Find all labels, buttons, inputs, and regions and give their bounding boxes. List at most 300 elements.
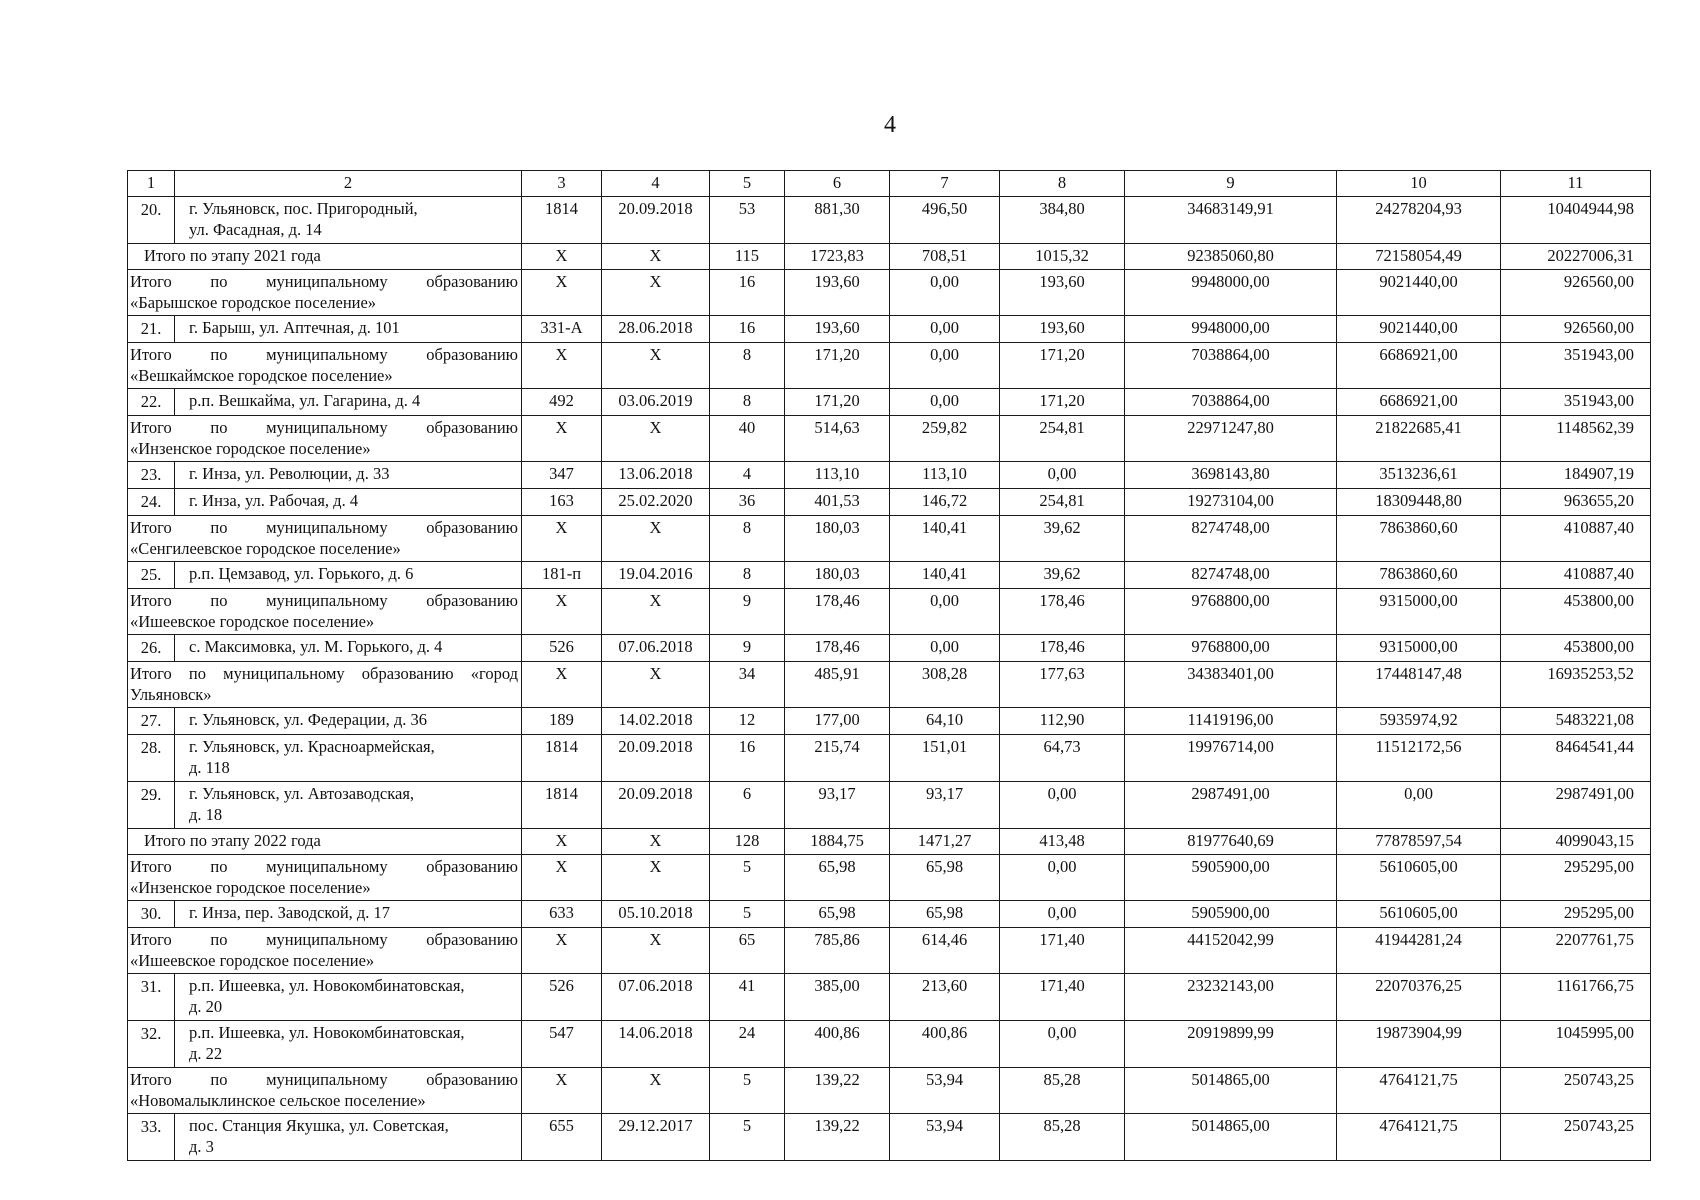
address-line: д. 3 [189, 1137, 214, 1156]
value-cell-c3: Х [522, 928, 602, 974]
value-cell-c5: 8 [710, 389, 785, 416]
column-number: 11 [1501, 171, 1651, 197]
address-line: г. Ульяновск, пос. Пригородный, [189, 199, 418, 218]
row-number: 27. [128, 708, 175, 735]
value-cell-c3: Х [522, 662, 602, 708]
row-number: 25. [128, 562, 175, 589]
value-cell-c9: 5014865,00 [1125, 1068, 1337, 1114]
value-cell-c7: 400,86 [890, 1021, 1000, 1068]
value-cell-c9: 34383401,00 [1125, 662, 1337, 708]
value-cell-c9: 11419196,00 [1125, 708, 1337, 735]
table-row [128, 974, 1651, 1021]
value-cell-c6: 881,30 [785, 197, 890, 244]
value-cell-c3: Х [522, 589, 602, 635]
value-cell-c11: 351943,00 [1501, 343, 1651, 389]
address-cell [175, 316, 522, 343]
value-cell-c8: 112,90 [1000, 708, 1125, 735]
value-cell-c3: 331-А [522, 316, 602, 343]
value-cell-c4: 03.06.2019 [602, 389, 710, 416]
value-cell-c4: Х [602, 516, 710, 562]
value-cell-c5: 8 [710, 516, 785, 562]
value-cell-c6: 514,63 [785, 416, 890, 462]
value-cell-c10: 7863860,60 [1337, 516, 1501, 562]
value-cell-c11: 453800,00 [1501, 589, 1651, 635]
value-cell-c3: 1814 [522, 782, 602, 829]
value-cell-c6: 139,22 [785, 1068, 890, 1114]
value-cell-c4: 25.02.2020 [602, 489, 710, 516]
value-cell-c8: 171,40 [1000, 928, 1125, 974]
address-line: р.п. Цемзавод, ул. Горького, д. 6 [189, 564, 414, 583]
value-cell-c9: 5905900,00 [1125, 855, 1337, 901]
row-number: 22. [128, 389, 175, 416]
row-number: 24. [128, 489, 175, 516]
value-cell-c9: 5014865,00 [1125, 1114, 1337, 1161]
stage-total-row [128, 244, 1651, 270]
address-line: р.п. Ишеевка, ул. Новокомбинатовская, [189, 976, 465, 995]
municipality-total-row [128, 1068, 1651, 1114]
value-cell-c9: 3698143,80 [1125, 462, 1337, 489]
address-cell [175, 1114, 522, 1161]
address-cell [175, 974, 522, 1021]
address-line: д. 20 [189, 997, 223, 1016]
total-label-line: Итого по муниципальному образованию [130, 272, 518, 291]
value-cell-c8: 254,81 [1000, 416, 1125, 462]
value-cell-c11: 453800,00 [1501, 635, 1651, 662]
value-cell-c3: 547 [522, 1021, 602, 1068]
value-cell-c5: 8 [710, 562, 785, 589]
row-number: 33. [128, 1114, 175, 1161]
address-line: г. Инза, пер. Заводской, д. 17 [189, 903, 391, 922]
value-cell-c9: 22971247,80 [1125, 416, 1337, 462]
value-cell-c5: 9 [710, 635, 785, 662]
row-number: 28. [128, 735, 175, 782]
value-cell-c7: 614,46 [890, 928, 1000, 974]
value-cell-c5: 12 [710, 708, 785, 735]
value-cell-c5: 24 [710, 1021, 785, 1068]
value-cell-c3: 163 [522, 489, 602, 516]
value-cell-c6: 178,46 [785, 589, 890, 635]
value-cell-c3: 347 [522, 462, 602, 489]
value-cell-c7: 496,50 [890, 197, 1000, 244]
total-label-line: Итого по муниципальному образованию [130, 518, 518, 537]
value-cell-c8: 0,00 [1000, 1021, 1125, 1068]
total-label-line: Итого по муниципальному образованию «город [130, 664, 518, 683]
value-cell-c6: 401,53 [785, 489, 890, 516]
value-cell-c8: 39,62 [1000, 516, 1125, 562]
value-cell-c10: 4764121,75 [1337, 1114, 1501, 1161]
value-cell-c10: 5610605,00 [1337, 855, 1501, 901]
municipality-total-label [128, 270, 522, 316]
table-row [128, 1021, 1651, 1068]
row-number: 26. [128, 635, 175, 662]
column-number: 2 [175, 171, 522, 197]
value-cell-c7: 0,00 [890, 316, 1000, 343]
address-cell [175, 562, 522, 589]
municipality-total-row [128, 516, 1651, 562]
value-cell-c5: 34 [710, 662, 785, 708]
total-label-line: Итого по муниципальному образованию [130, 930, 518, 949]
value-cell-c8: 39,62 [1000, 562, 1125, 589]
table-row [128, 316, 1651, 343]
municipality-total-row [128, 662, 1651, 708]
table-row [128, 562, 1651, 589]
value-cell-c8: 413,48 [1000, 829, 1125, 855]
municipality-total-label [128, 928, 522, 974]
value-cell-c7: 140,41 [890, 516, 1000, 562]
value-cell-c9: 34683149,91 [1125, 197, 1337, 244]
value-cell-c4: 20.09.2018 [602, 197, 710, 244]
value-cell-c11: 250743,25 [1501, 1068, 1651, 1114]
total-label-line: Итого по муниципальному образованию [130, 345, 518, 364]
value-cell-c5: 9 [710, 589, 785, 635]
address-line: р.п. Ишеевка, ул. Новокомбинатовская, [189, 1023, 465, 1042]
value-cell-c8: 193,60 [1000, 316, 1125, 343]
value-cell-c8: 171,40 [1000, 974, 1125, 1021]
value-cell-c7: 0,00 [890, 270, 1000, 316]
value-cell-c7: 64,10 [890, 708, 1000, 735]
value-cell-c5: 5 [710, 1114, 785, 1161]
value-cell-c3: 492 [522, 389, 602, 416]
value-cell-c7: 93,17 [890, 782, 1000, 829]
column-number: 1 [128, 171, 175, 197]
value-cell-c7: 146,72 [890, 489, 1000, 516]
address-cell [175, 782, 522, 829]
value-cell-c11: 1148562,39 [1501, 416, 1651, 462]
value-cell-c5: 16 [710, 316, 785, 343]
value-cell-c5: 40 [710, 416, 785, 462]
municipality-total-label [128, 516, 522, 562]
value-cell-c11: 295295,00 [1501, 901, 1651, 928]
address-line: г. Ульяновск, ул. Федерации, д. 36 [189, 710, 428, 729]
value-cell-c6: 785,86 [785, 928, 890, 974]
column-number: 6 [785, 171, 890, 197]
value-cell-c3: 526 [522, 974, 602, 1021]
value-cell-c3: Х [522, 244, 602, 270]
value-cell-c11: 10404944,98 [1501, 197, 1651, 244]
value-cell-c8: 0,00 [1000, 462, 1125, 489]
total-label-line: «Сенгилеевское городское поселение» [130, 539, 401, 558]
value-cell-c7: 151,01 [890, 735, 1000, 782]
address-cell [175, 735, 522, 782]
value-cell-c10: 9021440,00 [1337, 270, 1501, 316]
value-cell-c10: 77878597,54 [1337, 829, 1501, 855]
value-cell-c11: 1161766,75 [1501, 974, 1651, 1021]
value-cell-c4: Х [602, 855, 710, 901]
value-cell-c8: 177,63 [1000, 662, 1125, 708]
value-cell-c9: 8274748,00 [1125, 562, 1337, 589]
value-cell-c9: 8274748,00 [1125, 516, 1337, 562]
value-cell-c11: 2987491,00 [1501, 782, 1651, 829]
value-cell-c8: 171,20 [1000, 389, 1125, 416]
value-cell-c6: 139,22 [785, 1114, 890, 1161]
value-cell-c3: Х [522, 855, 602, 901]
column-number: 7 [890, 171, 1000, 197]
municipality-total-label [128, 855, 522, 901]
value-cell-c3: Х [522, 343, 602, 389]
value-cell-c4: 14.02.2018 [602, 708, 710, 735]
value-cell-c6: 215,74 [785, 735, 890, 782]
row-number: 29. [128, 782, 175, 829]
housing-register-table [127, 170, 1651, 1161]
page-number: 4 [884, 112, 896, 138]
municipality-total-label [128, 343, 522, 389]
value-cell-c10: 72158054,49 [1337, 244, 1501, 270]
table-row [128, 635, 1651, 662]
row-number: 32. [128, 1021, 175, 1068]
value-cell-c9: 9768800,00 [1125, 635, 1337, 662]
table-row [128, 735, 1651, 782]
value-cell-c5: 36 [710, 489, 785, 516]
value-cell-c8: 384,80 [1000, 197, 1125, 244]
address-line: г. Инза, ул. Революции, д. 33 [189, 464, 390, 483]
value-cell-c3: 633 [522, 901, 602, 928]
value-cell-c9: 7038864,00 [1125, 389, 1337, 416]
value-cell-c7: 140,41 [890, 562, 1000, 589]
row-number: 31. [128, 974, 175, 1021]
value-cell-c7: 53,94 [890, 1114, 1000, 1161]
column-number: 9 [1125, 171, 1337, 197]
value-cell-c4: Х [602, 589, 710, 635]
value-cell-c10: 6686921,00 [1337, 343, 1501, 389]
total-label-line: Итого по муниципальному образованию [130, 591, 518, 610]
value-cell-c7: 0,00 [890, 389, 1000, 416]
value-cell-c8: 0,00 [1000, 901, 1125, 928]
value-cell-c10: 21822685,41 [1337, 416, 1501, 462]
value-cell-c3: 1814 [522, 735, 602, 782]
column-number: 8 [1000, 171, 1125, 197]
value-cell-c9: 20919899,99 [1125, 1021, 1337, 1068]
total-label-line: Итого по муниципальному образованию [130, 1070, 518, 1089]
value-cell-c3: Х [522, 516, 602, 562]
value-cell-c3: Х [522, 270, 602, 316]
row-number: 20. [128, 197, 175, 244]
value-cell-c4: 28.06.2018 [602, 316, 710, 343]
municipality-total-label [128, 589, 522, 635]
value-cell-c7: 1471,27 [890, 829, 1000, 855]
value-cell-c10: 9315000,00 [1337, 589, 1501, 635]
value-cell-c10: 9021440,00 [1337, 316, 1501, 343]
total-label-line: Ульяновск» [130, 685, 212, 704]
value-cell-c5: 5 [710, 901, 785, 928]
value-cell-c6: 193,60 [785, 270, 890, 316]
municipality-total-row [128, 855, 1651, 901]
value-cell-c10: 5610605,00 [1337, 901, 1501, 928]
municipality-total-row [128, 589, 1651, 635]
value-cell-c5: 65 [710, 928, 785, 974]
address-cell [175, 389, 522, 416]
value-cell-c4: Х [602, 270, 710, 316]
value-cell-c8: 171,20 [1000, 343, 1125, 389]
address-line: ул. Фасадная, д. 14 [189, 220, 322, 239]
value-cell-c6: 93,17 [785, 782, 890, 829]
value-cell-c6: 113,10 [785, 462, 890, 489]
municipality-total-label [128, 416, 522, 462]
table-header-row [128, 171, 1651, 197]
value-cell-c4: Х [602, 416, 710, 462]
row-number: 30. [128, 901, 175, 928]
table-row [128, 708, 1651, 735]
value-cell-c9: 81977640,69 [1125, 829, 1337, 855]
value-cell-c8: 1015,32 [1000, 244, 1125, 270]
value-cell-c7: 0,00 [890, 635, 1000, 662]
value-cell-c5: 8 [710, 343, 785, 389]
value-cell-c6: 65,98 [785, 901, 890, 928]
column-number: 5 [710, 171, 785, 197]
value-cell-c10: 4764121,75 [1337, 1068, 1501, 1114]
value-cell-c11: 20227006,31 [1501, 244, 1651, 270]
value-cell-c11: 184907,19 [1501, 462, 1651, 489]
value-cell-c8: 0,00 [1000, 782, 1125, 829]
total-label-line: «Барышское городское поселение» [130, 293, 377, 312]
value-cell-c6: 180,03 [785, 516, 890, 562]
total-label-line: Итого по муниципальному образованию [130, 418, 518, 437]
total-label-line: «Инзенское городское поселение» [130, 439, 371, 458]
address-cell [175, 197, 522, 244]
value-cell-c11: 4099043,15 [1501, 829, 1651, 855]
total-label-line: Итого по муниципальному образованию [130, 857, 518, 876]
value-cell-c11: 8464541,44 [1501, 735, 1651, 782]
value-cell-c10: 24278204,93 [1337, 197, 1501, 244]
address-line: р.п. Вешкайма, ул. Гагарина, д. 4 [189, 391, 421, 410]
value-cell-c9: 5905900,00 [1125, 901, 1337, 928]
table-row [128, 782, 1651, 829]
value-cell-c11: 5483221,08 [1501, 708, 1651, 735]
address-cell [175, 1021, 522, 1068]
value-cell-c8: 254,81 [1000, 489, 1125, 516]
value-cell-c4: Х [602, 244, 710, 270]
total-label-line: «Вешкаймское городское поселение» [130, 366, 393, 385]
value-cell-c9: 9948000,00 [1125, 270, 1337, 316]
value-cell-c6: 180,03 [785, 562, 890, 589]
value-cell-c5: 128 [710, 829, 785, 855]
column-number: 4 [602, 171, 710, 197]
value-cell-c3: 1814 [522, 197, 602, 244]
value-cell-c5: 16 [710, 735, 785, 782]
stage-total-label: Итого по этапу 2022 года [128, 829, 522, 855]
value-cell-c4: 13.06.2018 [602, 462, 710, 489]
value-cell-c9: 92385060,80 [1125, 244, 1337, 270]
value-cell-c5: 4 [710, 462, 785, 489]
value-cell-c11: 963655,20 [1501, 489, 1651, 516]
value-cell-c6: 400,86 [785, 1021, 890, 1068]
table-row [128, 489, 1651, 516]
address-cell [175, 901, 522, 928]
total-label-line: «Новомалыклинское сельское поселение» [130, 1091, 426, 1110]
value-cell-c4: 07.06.2018 [602, 635, 710, 662]
municipality-total-row [128, 416, 1651, 462]
value-cell-c11: 2207761,75 [1501, 928, 1651, 974]
value-cell-c4: 19.04.2016 [602, 562, 710, 589]
value-cell-c8: 85,28 [1000, 1114, 1125, 1161]
address-line: г. Инза, ул. Рабочая, д. 4 [189, 491, 359, 510]
value-cell-c5: 41 [710, 974, 785, 1021]
address-cell [175, 635, 522, 662]
value-cell-c8: 178,46 [1000, 589, 1125, 635]
value-cell-c5: 53 [710, 197, 785, 244]
municipality-total-row [128, 343, 1651, 389]
value-cell-c6: 193,60 [785, 316, 890, 343]
value-cell-c10: 9315000,00 [1337, 635, 1501, 662]
value-cell-c11: 926560,00 [1501, 316, 1651, 343]
address-line: г. Ульяновск, ул. Автозаводская, [189, 784, 415, 803]
address-line: д. 22 [189, 1044, 223, 1063]
address-cell [175, 708, 522, 735]
value-cell-c7: 113,10 [890, 462, 1000, 489]
stage-total-label: Итого по этапу 2021 года [128, 244, 522, 270]
value-cell-c11: 250743,25 [1501, 1114, 1651, 1161]
value-cell-c3: 526 [522, 635, 602, 662]
address-cell [175, 489, 522, 516]
address-line: д. 18 [189, 805, 223, 824]
value-cell-c8: 85,28 [1000, 1068, 1125, 1114]
total-label-line: «Инзенское городское поселение» [130, 878, 371, 897]
value-cell-c4: 20.09.2018 [602, 735, 710, 782]
value-cell-c3: Х [522, 829, 602, 855]
value-cell-c7: 0,00 [890, 589, 1000, 635]
value-cell-c10: 3513236,61 [1337, 462, 1501, 489]
value-cell-c10: 7863860,60 [1337, 562, 1501, 589]
value-cell-c4: Х [602, 829, 710, 855]
value-cell-c7: 65,98 [890, 901, 1000, 928]
value-cell-c9: 9948000,00 [1125, 316, 1337, 343]
value-cell-c4: 07.06.2018 [602, 974, 710, 1021]
value-cell-c8: 64,73 [1000, 735, 1125, 782]
value-cell-c10: 22070376,25 [1337, 974, 1501, 1021]
value-cell-c6: 178,46 [785, 635, 890, 662]
value-cell-c6: 171,20 [785, 343, 890, 389]
value-cell-c6: 177,00 [785, 708, 890, 735]
value-cell-c9: 7038864,00 [1125, 343, 1337, 389]
value-cell-c4: Х [602, 343, 710, 389]
value-cell-c10: 6686921,00 [1337, 389, 1501, 416]
value-cell-c11: 926560,00 [1501, 270, 1651, 316]
value-cell-c3: Х [522, 416, 602, 462]
value-cell-c4: 20.09.2018 [602, 782, 710, 829]
value-cell-c5: 16 [710, 270, 785, 316]
value-cell-c6: 485,91 [785, 662, 890, 708]
value-cell-c7: 0,00 [890, 343, 1000, 389]
value-cell-c10: 18309448,80 [1337, 489, 1501, 516]
value-cell-c3: 181-п [522, 562, 602, 589]
value-cell-c9: 9768800,00 [1125, 589, 1337, 635]
value-cell-c6: 1723,83 [785, 244, 890, 270]
value-cell-c11: 351943,00 [1501, 389, 1651, 416]
value-cell-c6: 1884,75 [785, 829, 890, 855]
value-cell-c10: 19873904,99 [1337, 1021, 1501, 1068]
value-cell-c4: Х [602, 928, 710, 974]
value-cell-c8: 193,60 [1000, 270, 1125, 316]
address-cell [175, 462, 522, 489]
value-cell-c10: 17448147,48 [1337, 662, 1501, 708]
value-cell-c11: 410887,40 [1501, 516, 1651, 562]
table-row [128, 901, 1651, 928]
value-cell-c11: 295295,00 [1501, 855, 1651, 901]
value-cell-c11: 1045995,00 [1501, 1021, 1651, 1068]
value-cell-c10: 41944281,24 [1337, 928, 1501, 974]
value-cell-c8: 0,00 [1000, 855, 1125, 901]
address-line: с. Максимовка, ул. М. Горького, д. 4 [189, 637, 443, 656]
value-cell-c4: 29.12.2017 [602, 1114, 710, 1161]
column-number: 3 [522, 171, 602, 197]
value-cell-c7: 308,28 [890, 662, 1000, 708]
value-cell-c8: 178,46 [1000, 635, 1125, 662]
table-body [128, 171, 1651, 1161]
address-line: г. Барыш, ул. Аптечная, д. 101 [189, 318, 400, 337]
table-row [128, 1114, 1651, 1161]
table-row [128, 389, 1651, 416]
value-cell-c7: 213,60 [890, 974, 1000, 1021]
value-cell-c5: 6 [710, 782, 785, 829]
